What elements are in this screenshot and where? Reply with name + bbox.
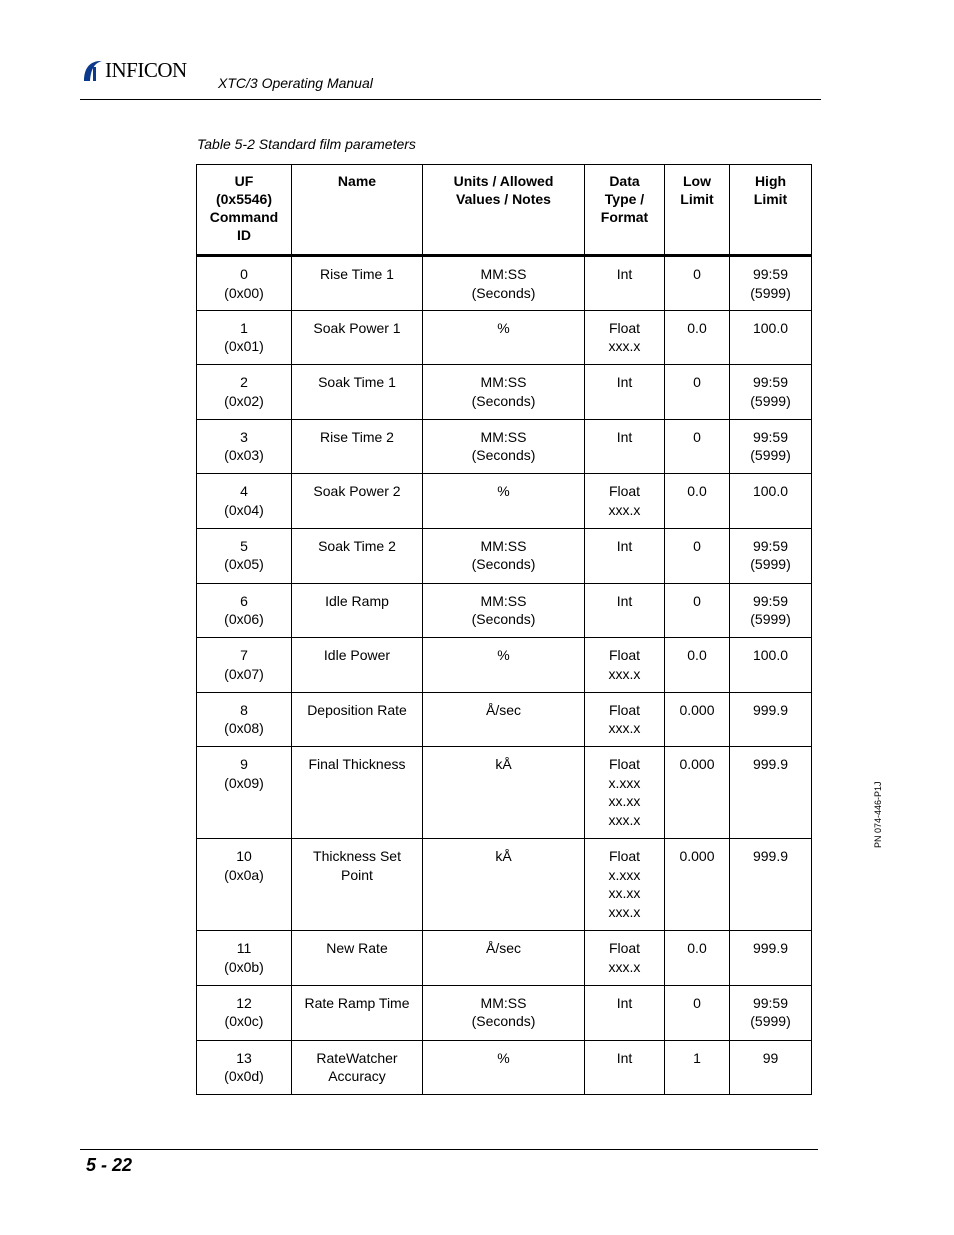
cell-id-text: 8 <box>240 701 248 718</box>
cell-units <box>423 1040 585 1095</box>
cell-id <box>197 583 292 638</box>
table-row <box>197 638 812 693</box>
cell-high <box>730 985 812 1040</box>
cell-name <box>292 419 423 474</box>
cell-high-text: 99:59 <box>752 428 789 445</box>
cell-low-text: 0 <box>693 994 701 1011</box>
cell-id-text: 0 <box>240 266 248 282</box>
cell-high-text: (5999) <box>750 1013 791 1030</box>
cell-name-text: Deposition Rate <box>307 701 407 718</box>
cell-high-text: 99:59 <box>752 374 789 391</box>
cell-name <box>292 985 423 1040</box>
cell-low-text: 0.000 <box>679 701 715 718</box>
table-row <box>197 583 812 638</box>
cell-id <box>197 528 292 583</box>
cell-id-text: 6 <box>240 592 248 609</box>
cell-name-text: Rate Ramp Time <box>304 994 410 1011</box>
cell-id <box>197 931 292 986</box>
cell-high-text: (5999) <box>750 447 791 464</box>
cell-type-text: Int <box>616 374 633 391</box>
cell-name <box>292 365 423 420</box>
cell-low-text: 0.0 <box>687 483 707 500</box>
cell-high-text: 999.9 <box>752 756 789 773</box>
cell-type-text: Int <box>616 592 633 609</box>
table-row <box>197 931 812 986</box>
cell-name-text: Thickness Set <box>313 848 401 865</box>
inficon-logo <box>81 58 187 83</box>
manual-title: XTC/3 Operating Manual <box>218 75 373 91</box>
cell-id-text: (0x06) <box>224 611 264 628</box>
cell-type <box>585 747 665 839</box>
page-number: 5 - 22 <box>86 1155 133 1175</box>
cell-type <box>585 931 665 986</box>
table-caption: Table 5-2 Standard film parameters <box>197 136 416 152</box>
logo-text: INFICON <box>105 58 187 82</box>
cell-name <box>292 474 423 529</box>
cell-name-text: Final Thickness <box>308 756 406 773</box>
cell-units-text: MM:SS <box>480 428 527 445</box>
cell-units-text: Å/sec <box>485 701 521 718</box>
cell-units <box>423 583 585 638</box>
cell-high-text: 100.0 <box>752 483 789 500</box>
cell-id-text: (0x05) <box>224 556 264 573</box>
cell-units <box>423 310 585 365</box>
cell-type <box>585 985 665 1040</box>
cell-id-text: 3 <box>240 428 248 445</box>
column-header-text: Limit <box>680 191 714 207</box>
cell-name <box>292 839 423 931</box>
cell-low-text: 0.0 <box>687 319 707 336</box>
cell-units <box>423 365 585 420</box>
cell-type-text: xx.xx <box>608 793 641 810</box>
cell-high-text: 99:59 <box>752 592 789 609</box>
cell-high-text: (5999) <box>750 284 791 301</box>
cell-id <box>197 692 292 747</box>
cell-type-text: x.xxx <box>608 866 641 883</box>
cell-name-text: Soak Power 1 <box>313 319 401 336</box>
cell-units <box>423 638 585 693</box>
cell-type-text: Int <box>616 537 633 554</box>
cell-type-text: Int <box>616 428 633 445</box>
cell-id-text: 11 <box>236 940 252 957</box>
cell-units-text: MM:SS <box>480 374 527 391</box>
cell-units-text: (Seconds) <box>471 1013 536 1030</box>
cell-high <box>730 474 812 529</box>
cell-units <box>423 419 585 474</box>
cell-type-text: Float <box>608 756 641 773</box>
cell-units <box>423 256 585 311</box>
cell-units-text: kÅ <box>495 756 512 773</box>
cell-units-text: (Seconds) <box>471 447 536 464</box>
cell-high-text: (5999) <box>750 392 791 409</box>
table-row <box>197 747 812 839</box>
cell-units-text: (Seconds) <box>471 611 536 628</box>
cell-type <box>585 365 665 420</box>
cell-low <box>665 1040 730 1095</box>
cell-name <box>292 692 423 747</box>
cell-type-text: xxx.x <box>608 903 641 920</box>
column-header-text: Format <box>600 209 649 225</box>
cell-high <box>730 1040 812 1095</box>
cell-id <box>197 747 292 839</box>
cell-id-text: 1 <box>240 319 248 336</box>
column-header-text: (0x5546) <box>215 191 273 207</box>
cell-id-text: (0x01) <box>224 338 264 355</box>
cell-type-text: x.xxx <box>608 774 641 791</box>
cell-name-text: Soak Power 2 <box>313 483 401 500</box>
column-header-text: UF <box>234 173 254 189</box>
cell-low-text: 0 <box>693 592 701 609</box>
cell-type-text: xxx.x <box>608 720 641 737</box>
cell-id <box>197 985 292 1040</box>
footer-rule <box>80 1149 818 1150</box>
cell-name-text: Rise Time 2 <box>320 428 394 445</box>
cell-low <box>665 256 730 311</box>
film-parameters-table <box>196 164 812 1095</box>
cell-type-text: Int <box>616 994 633 1011</box>
cell-high-text: 99:59 <box>752 266 789 282</box>
cell-name-text: Idle Ramp <box>325 592 389 609</box>
cell-high-text: (5999) <box>750 611 791 628</box>
cell-type <box>585 839 665 931</box>
cell-id <box>197 638 292 693</box>
cell-type-text: Float <box>608 483 641 500</box>
cell-low <box>665 839 730 931</box>
cell-type <box>585 692 665 747</box>
cell-high <box>730 638 812 693</box>
cell-low <box>665 528 730 583</box>
column-header-units <box>423 165 585 256</box>
cell-low <box>665 638 730 693</box>
cell-type-text: Float <box>608 940 641 957</box>
cell-id-text: 2 <box>240 374 248 391</box>
cell-id <box>197 310 292 365</box>
table-header-row <box>197 165 812 256</box>
table-row <box>197 474 812 529</box>
cell-id <box>197 839 292 931</box>
cell-units-text: (Seconds) <box>471 556 536 573</box>
cell-type-text: Float <box>608 319 641 336</box>
column-header-text: Command <box>209 209 279 225</box>
cell-low-text: 0.000 <box>679 756 715 773</box>
cell-name-text: Soak Time 1 <box>318 374 396 391</box>
column-header-text: Limit <box>753 191 788 207</box>
cell-type-text: Int <box>616 266 633 282</box>
column-header-text: Low <box>683 173 711 189</box>
cell-name <box>292 528 423 583</box>
cell-name-text: New Rate <box>326 940 388 957</box>
cell-units-text: % <box>497 1049 510 1066</box>
cell-units-text: (Seconds) <box>471 284 536 301</box>
cell-id-text: 13 <box>236 1049 252 1066</box>
column-header-text: Data <box>609 173 640 189</box>
cell-type <box>585 528 665 583</box>
cell-units <box>423 985 585 1040</box>
cell-high <box>730 419 812 474</box>
cell-type-text: xxx.x <box>608 958 641 975</box>
cell-name-text: Accuracy <box>328 1068 386 1085</box>
cell-id-text: (0x08) <box>224 720 264 737</box>
cell-id-text: (0x0c) <box>224 1013 264 1030</box>
table-row <box>197 692 812 747</box>
header-rule <box>80 99 821 100</box>
column-header-high <box>730 165 812 256</box>
cell-low-text: 0 <box>693 428 701 445</box>
cell-id-text: 10 <box>236 848 252 865</box>
cell-id-text: (0x02) <box>224 392 264 409</box>
cell-high-text: 100.0 <box>752 647 789 664</box>
column-header-text: Name <box>337 173 377 189</box>
column-header-text: High <box>754 173 787 189</box>
cell-name <box>292 583 423 638</box>
cell-high-text: 999.9 <box>752 940 789 957</box>
cell-units <box>423 528 585 583</box>
cell-units-text: MM:SS <box>480 266 527 282</box>
table-row <box>197 528 812 583</box>
cell-units-text: kÅ <box>495 848 512 865</box>
cell-high-text: 999.9 <box>752 701 789 718</box>
cell-high <box>730 747 812 839</box>
cell-units-text: MM:SS <box>480 994 527 1011</box>
part-number: PN 074-446-P1J <box>873 781 883 848</box>
cell-id-text: (0x07) <box>224 665 264 682</box>
table-row <box>197 310 812 365</box>
cell-name-text: RateWatcher <box>316 1049 398 1066</box>
cell-id-text: 4 <box>240 483 248 500</box>
column-header-text: Type / <box>604 191 645 207</box>
column-header-id <box>197 165 292 256</box>
cell-low <box>665 931 730 986</box>
table-row <box>197 419 812 474</box>
cell-id-text: (0x0b) <box>224 958 264 975</box>
cell-type-text: xxx.x <box>608 501 641 518</box>
cell-units-text: % <box>497 647 510 664</box>
table-row <box>197 1040 812 1095</box>
table-row <box>197 256 812 311</box>
cell-units <box>423 839 585 931</box>
cell-id-text: (0x03) <box>224 447 264 464</box>
cell-units-text: MM:SS <box>480 537 527 554</box>
cell-high-text: 999.9 <box>752 848 789 865</box>
cell-high-text: (5999) <box>750 556 791 573</box>
column-header-text: Values / Notes <box>456 191 551 207</box>
cell-id <box>197 474 292 529</box>
cell-id-text: (0x09) <box>224 774 264 791</box>
cell-type <box>585 638 665 693</box>
inficon-logo-icon <box>81 59 103 83</box>
cell-type <box>585 1040 665 1095</box>
cell-high <box>730 583 812 638</box>
cell-low <box>665 365 730 420</box>
cell-units-text: % <box>497 319 510 336</box>
cell-units-text: % <box>497 483 510 500</box>
cell-high-text: 99:59 <box>752 537 789 554</box>
cell-high <box>730 528 812 583</box>
cell-id-text: 5 <box>240 537 248 554</box>
cell-id <box>197 1040 292 1095</box>
cell-name <box>292 256 423 311</box>
cell-units-text: Å/sec <box>485 940 521 957</box>
table-row <box>197 839 812 931</box>
cell-low <box>665 419 730 474</box>
cell-low <box>665 985 730 1040</box>
cell-high-text: 99 <box>762 1049 779 1066</box>
cell-high-text: 99:59 <box>752 994 789 1011</box>
cell-type <box>585 256 665 311</box>
cell-low <box>665 747 730 839</box>
cell-high <box>730 692 812 747</box>
cell-name <box>292 1040 423 1095</box>
cell-low <box>665 310 730 365</box>
cell-name <box>292 310 423 365</box>
cell-low-text: 0.0 <box>687 647 707 664</box>
cell-low-text: 1 <box>693 1049 701 1066</box>
cell-id <box>197 365 292 420</box>
cell-units-text: (Seconds) <box>471 392 536 409</box>
cell-type <box>585 310 665 365</box>
cell-type-text: xx.xx <box>608 885 641 902</box>
cell-low-text: 0 <box>693 266 701 282</box>
cell-id-text: (0x04) <box>224 501 264 518</box>
cell-id <box>197 256 292 311</box>
table-row <box>197 985 812 1040</box>
cell-units <box>423 931 585 986</box>
column-header-text: ID <box>237 227 251 243</box>
cell-name-text: Soak Time 2 <box>318 537 396 554</box>
cell-units-text: MM:SS <box>480 592 527 609</box>
cell-name <box>292 931 423 986</box>
cell-name-text: Point <box>341 866 373 883</box>
cell-low-text: 0 <box>693 374 701 391</box>
cell-type <box>585 419 665 474</box>
cell-id-text: 7 <box>240 647 248 664</box>
cell-low <box>665 692 730 747</box>
table-row <box>197 365 812 420</box>
cell-high <box>730 365 812 420</box>
cell-low <box>665 583 730 638</box>
column-header-low <box>665 165 730 256</box>
table-body <box>197 256 812 1095</box>
cell-id <box>197 419 292 474</box>
cell-type <box>585 583 665 638</box>
cell-type-text: Int <box>616 1049 633 1066</box>
cell-name-text: Idle Power <box>323 647 391 664</box>
cell-low-text: 0.000 <box>679 848 715 865</box>
cell-units <box>423 747 585 839</box>
cell-name <box>292 747 423 839</box>
cell-type-text: xxx.x <box>608 665 641 682</box>
cell-id-text: (0x00) <box>224 284 264 301</box>
column-header-name <box>292 165 423 256</box>
cell-id-text: (0x0a) <box>224 866 264 883</box>
cell-id-text: 9 <box>240 756 248 773</box>
cell-high-text: 100.0 <box>752 319 789 336</box>
cell-units <box>423 692 585 747</box>
cell-id-text: 12 <box>236 994 252 1011</box>
column-header-type <box>585 165 665 256</box>
cell-units <box>423 474 585 529</box>
cell-type-text: Float <box>608 701 641 718</box>
cell-low-text: 0.0 <box>687 940 707 957</box>
column-header-text: Units / Allowed <box>453 173 554 189</box>
cell-type-text: xxx.x <box>608 338 641 355</box>
cell-name <box>292 638 423 693</box>
cell-low <box>665 474 730 529</box>
cell-high <box>730 931 812 986</box>
cell-type-text: Float <box>608 848 641 865</box>
cell-high <box>730 839 812 931</box>
cell-low-text: 0 <box>693 537 701 554</box>
cell-type-text: Float <box>608 647 641 664</box>
cell-name-text: Rise Time 1 <box>320 266 394 282</box>
cell-id-text: (0x0d) <box>224 1068 264 1085</box>
cell-type <box>585 474 665 529</box>
cell-type-text: xxx.x <box>608 811 641 828</box>
cell-high <box>730 310 812 365</box>
cell-high <box>730 256 812 311</box>
